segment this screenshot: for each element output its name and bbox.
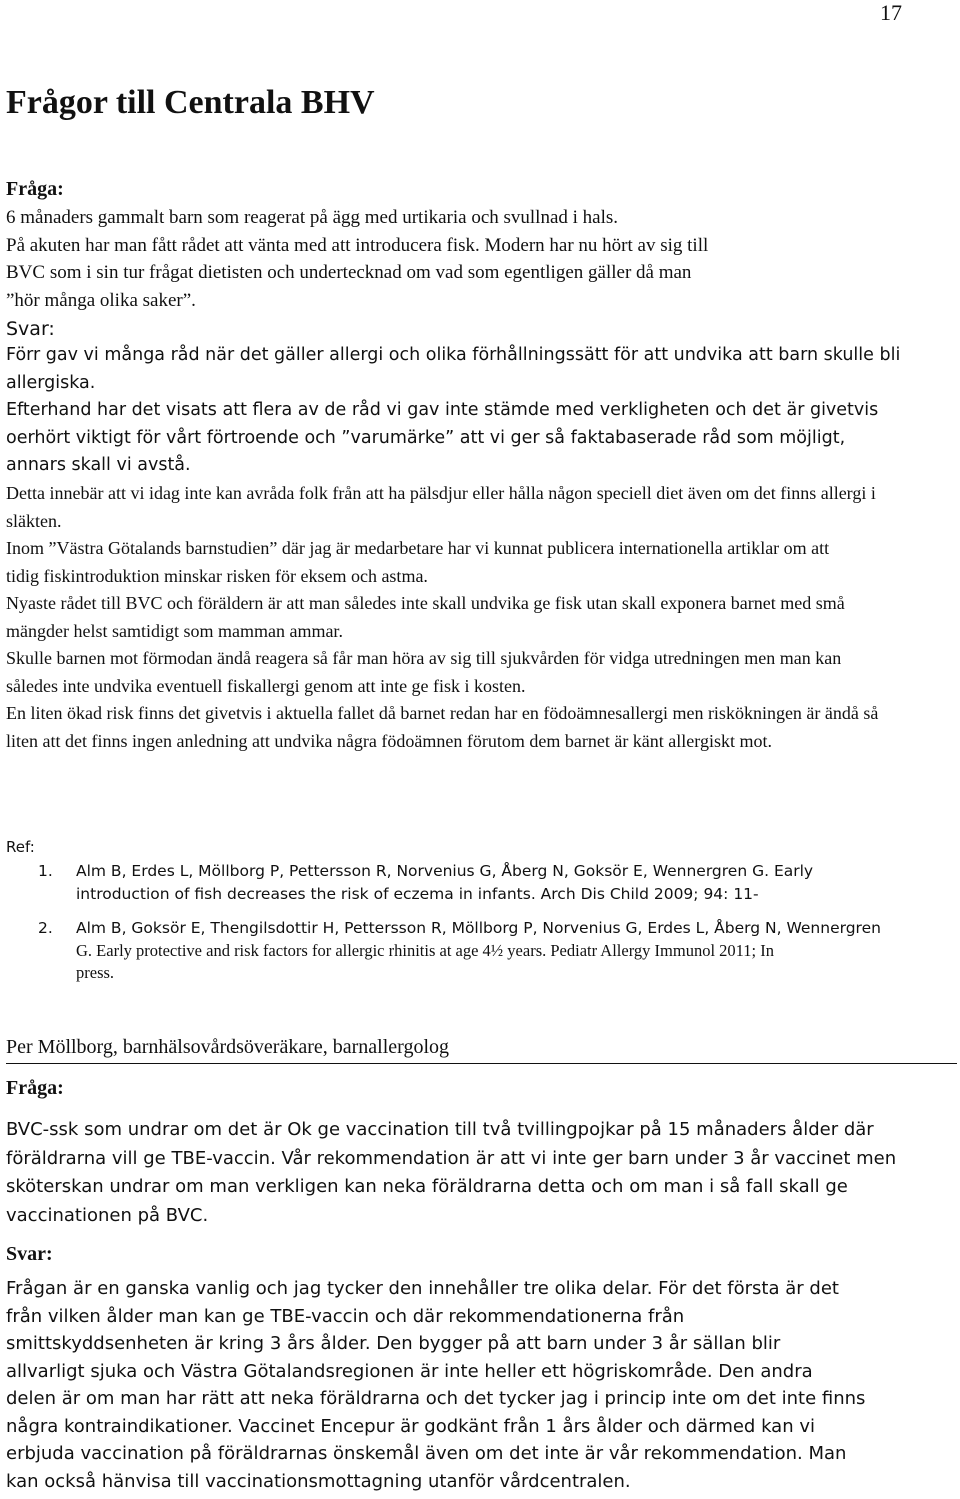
question-label: Fråga: bbox=[6, 1077, 64, 1099]
answer-label: Svar: bbox=[6, 1243, 53, 1265]
answer-1 bbox=[6, 316, 951, 480]
answer-paragraph: Inom ”Västra Götalands barnstudien” där jag är medarbetare har vi kunnat publicera internationella artiklar om att tidig fiskintroduktion minskar risken för eksem och astma. bbox=[6, 538, 830, 586]
question-line: På akuten har man fått rådet att vänta med att introducera fisk. Modern har nu hört av sig till bbox=[6, 234, 709, 256]
answer-line: allvarligt sjuka och Västra Götalandsregionen är inte heller ett högriskområde. Den andra bbox=[6, 1360, 813, 1382]
answer-line: kan också hänvisa till vaccinationsmottagning utanför vårdcentralen. bbox=[6, 1470, 631, 1492]
page-number: 17 bbox=[880, 0, 902, 25]
answer-paragraph: Efterhand har det visats att flera av de råd vi gav inte stämde med verkligheten och det är givetvis oerhört viktigt för vårt förtroende och ”varumärke” att vi ger så faktabaserade råd som möjligt, annars skall vi avstå. bbox=[6, 400, 879, 475]
answer-line: smittskyddsenheten är kring 3 års ålder. Den bygger på att barn under 3 år sällan blir bbox=[6, 1333, 781, 1354]
reference-line: G. Early protective and risk factors for allergic rhinitis at age 4½ years. Pediatr Allergy Immunol 2011; In bbox=[76, 940, 775, 960]
reference-item bbox=[6, 917, 951, 987]
answer-label: Svar: bbox=[6, 318, 55, 340]
answer-line: delen är om man har rätt att neka föräldrarna och det tycker jag i princip inte om det inte finns bbox=[6, 1388, 866, 1409]
question-line: BVC som i sin tur frågat dietisten och undertecknad om vad som egentligen gäller då man bbox=[6, 262, 692, 283]
answer-text bbox=[6, 1275, 956, 1495]
page-title: Frågor till Centrala BHV bbox=[6, 84, 375, 121]
answer-line: några kontraindikationer. Vaccinet Encepur är godkänt från 1 års ålder och därmed kan vi bbox=[6, 1415, 815, 1437]
reference-number: 1. bbox=[38, 862, 53, 880]
references-label: Ref: bbox=[6, 838, 35, 856]
answer-paragraph: En liten ökad risk finns det givetvis i aktuella fallet då barnet redan har en födoämnesallergi men riskökningen är ändå så liten att det finns ingen anledning att undvika några födoämnen förutom dem barnet är känt allergiskt mot. bbox=[6, 703, 879, 751]
reference-line: introduction of fish decreases the risk of eczema in infants. Arch Dis Child 2009; 94: 11- bbox=[76, 884, 759, 903]
reference-number: 2. bbox=[38, 919, 53, 937]
answer-paragraph: Förr gav vi många råd när det gäller allergi och olika förhållningssätt för att undvika att barn skulle bli allergiska. bbox=[6, 345, 901, 393]
question-line: ”hör många olika saker”. bbox=[6, 289, 196, 311]
reference-line: Alm B, Erdes L, Möllborg P, Pettersson R, Norvenius G, Åberg N, Goksör E, Wennergren G. Early bbox=[76, 862, 814, 880]
question-label: Fråga: bbox=[6, 178, 64, 200]
answer-paragraph: Nyaste rådet till BVC och föräldern är att man således inte skall undvika ge fisk utan skall exponera barnet med små mängder helst samtidigt som mamman ammar. bbox=[6, 593, 845, 641]
answer-paragraph: Skulle barnen mot förmodan ändå reagera så får man höra av sig till sjukvården för vidga utredningen men man kan således inte undvika eventuell fiskallergi genom att inte ge fisk i kosten. bbox=[6, 648, 842, 696]
answer-line: från vilken ålder man kan ge TBE-vaccin och där rekommendationerna från bbox=[6, 1305, 685, 1327]
question-line: 6 månaders gammalt barn som reagerat på ägg med urtikaria och svullnad i hals. bbox=[6, 207, 619, 228]
question-1 bbox=[6, 176, 951, 314]
question-text: BVC-ssk som undrar om det är Ok ge vaccination till två tvillingpojkar på 15 månaders ålder där föräldrarna vill ge TBE-vaccin. Vår rekommendation är att vi inte ger barn under 3 år vaccinet men sköterskan undrar om man verkligen kan neka föräldrarna detta och om man i så fall skall ge vaccinationen på BVC. bbox=[6, 1119, 897, 1226]
section-heading: Per Möllborg, barnhälsovårdsöveräkare, barnallergolog bbox=[6, 1033, 957, 1064]
reference-line: Alm B, Goksör E, Thengilsdottir H, Pettersson R, Möllborg P, Norvenius G, Erdes L, Åberg N, Wennergren bbox=[76, 919, 881, 937]
answer-line: erbjuda vaccination på föräldrarnas önskemål även om det inte är vår rekommendation. Man bbox=[6, 1443, 847, 1464]
reference-item bbox=[6, 860, 951, 910]
answer-1-continued bbox=[6, 480, 921, 755]
reference-line: press. bbox=[76, 963, 115, 982]
answer-paragraph: Detta innebär att vi idag inte kan avråda folk från att ha pälsdjur eller hålla någon speciell diet även om det finns allergi i släkten. bbox=[6, 483, 876, 531]
answer-line: Frågan är en ganska vanlig och jag tycker den innehåller tre olika delar. För det första är det bbox=[6, 1278, 839, 1299]
